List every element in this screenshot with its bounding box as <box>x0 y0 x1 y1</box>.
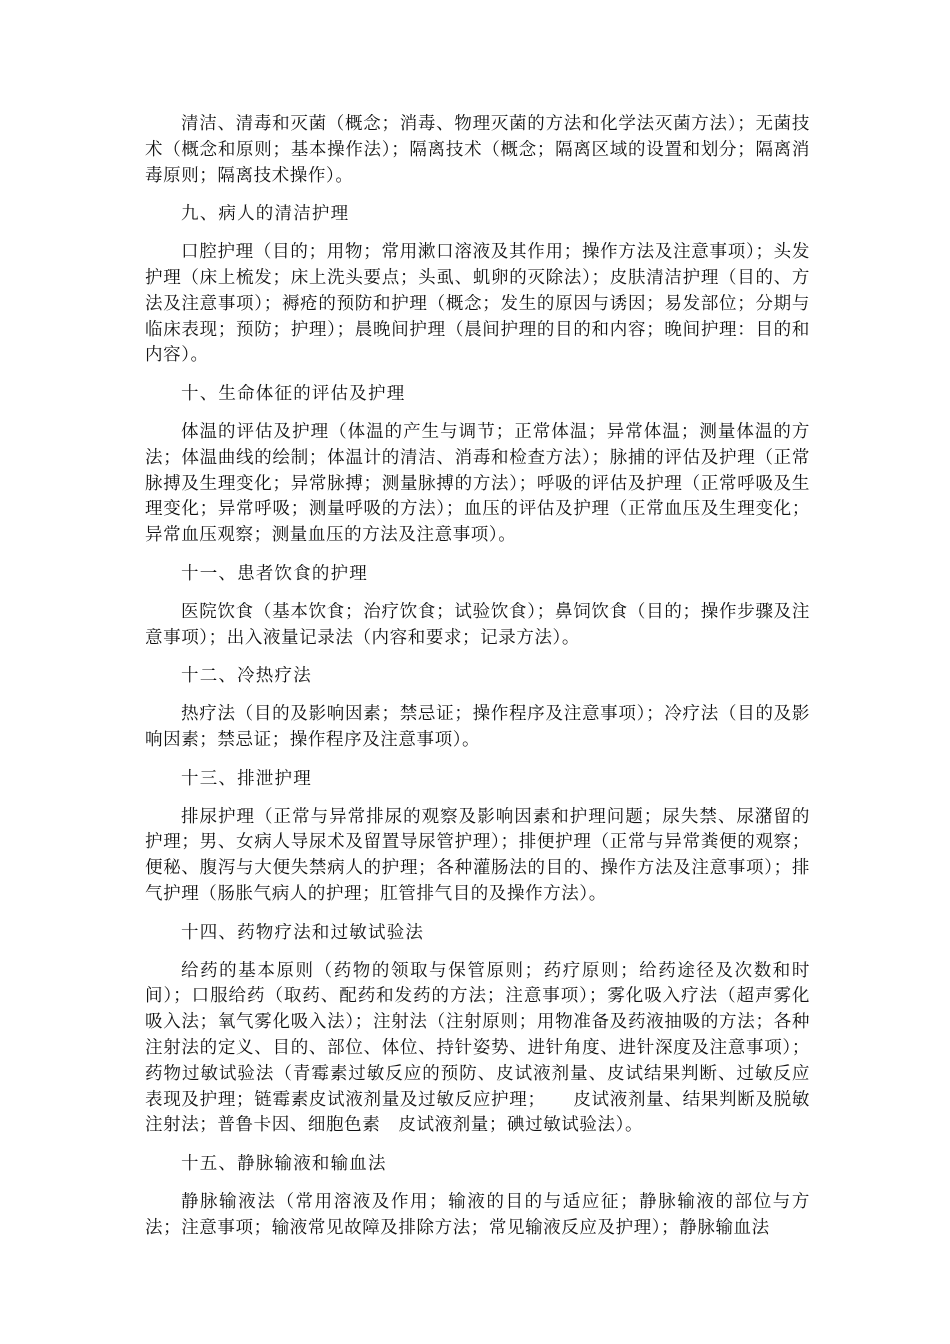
paragraph-disinfection: 清洁、清毒和灭菌（概念；消毒、物理灭菌的方法和化学法灭菌方法）；无菌技术（概念和原则；基本操作法）；隔离技术（概念；隔离区域的设置和划分；隔离消毒原则；隔离技术操作）。 <box>145 114 810 186</box>
paragraph-section-10: 体温的评估及护理（体温的产生与调节；正常体温；异常体温；测量体温的方法；体温曲线的绘制；体温计的清洁、消毒和检查方法）；脉捕的评估及护理（正常脉搏及生理变化；异常脉搏；测量脉搏的方法）；呼吸的评估及护理（正常呼吸及生理变化；异常呼吸；测量呼吸的方法）；血压的评估及护理（正常血压及生理变化；异常血压观察；测量血压的方法及注意事项）。 <box>145 421 810 546</box>
paragraph-section-12: 热疗法（目的及影响因素；禁忌证；操作程序及注意事项）；冷疗法（目的及影响因素；禁忌证；操作程序及注意事项）。 <box>145 704 810 750</box>
heading-section-14: 十四、药物疗法和过敏试验法 <box>181 922 425 943</box>
paragraph-section-14: 给药的基本原则（药物的领取与保管原则；药疗原则；给药途径及次数和时间）；口服给药（取药、配药和发药的方法；注意事项）；雾化吸入疗法（超声雾化吸入法；氧气雾化吸入法）；注射法（注射原则；用物准备及药液抽吸的方法；各种注射法的定义、目的、部位、体位、持针姿势、进针角度、进针深度及注意事项）；药物过敏试验法（青霉素过敏反应的预防、皮试液剂量、皮试结果判断、过敏反应表现及护理；链霉素皮试液剂量及过敏反应护理； 皮试液剂量、结果判断及脱敏注射法；普鲁卡因、细胞色素 皮试液剂量；碘过敏试验法）。 <box>145 960 810 1136</box>
heading-section-12: 十二、冷热疗法 <box>181 666 312 687</box>
heading-section-13: 十三、排泄护理 <box>181 768 312 789</box>
paragraph-section-15: 静脉输液法（常用溶液及作用；输液的目的与适应征；静脉输液的部位与方法；注意事项；输液常见故障及排除方法；常见输液反应及护理）；静脉输血法 <box>145 1191 810 1238</box>
heading-section-11: 十一、患者饮食的护理 <box>181 563 368 584</box>
heading-section-9: 九、病人的清洁护理 <box>181 204 350 225</box>
heading-section-10: 十、生命体征的评估及护理 <box>181 384 406 405</box>
paragraph-section-11: 医院饮食（基本饮食；治疗饮食；试验饮食）；鼻饲饮食（目的；操作步骤及注意事项）；出入液量记录法（内容和要求；记录方法）。 <box>145 601 810 648</box>
paragraph-section-9: 口腔护理（目的；用物；常用漱口溶液及其作用；操作方法及注意事项）；头发护理（床上梳发；床上洗头要点；头虱、虮卵的灭除法）；皮肤清洁护理（目的、方法及注意事项）；褥疮的预防和护理（概念；发生的原因与诱因；易发部位；分期与临床表现；预防；护理）；晨晚间护理（晨间护理的目的和内容；晚间护理：目的和内容）。 <box>145 242 810 366</box>
document-body <box>145 112 810 1241</box>
paragraph-section-13: 排尿护理（正常与异常排尿的观察及影响因素和护理问题；尿失禁、尿潴留的护理；男、女病人导尿术及留置导尿管护理）；排便护理（正常与异常粪便的观察；便秘、腹泻与大便失禁病人的护理；各种灌肠法的目的、操作方法及注意事项）；排气护理（肠胀气病人的护理；肛管排气目的及操作方法）。 <box>145 806 810 904</box>
heading-section-15: 十五、静脉输液和输血法 <box>181 1154 387 1175</box>
